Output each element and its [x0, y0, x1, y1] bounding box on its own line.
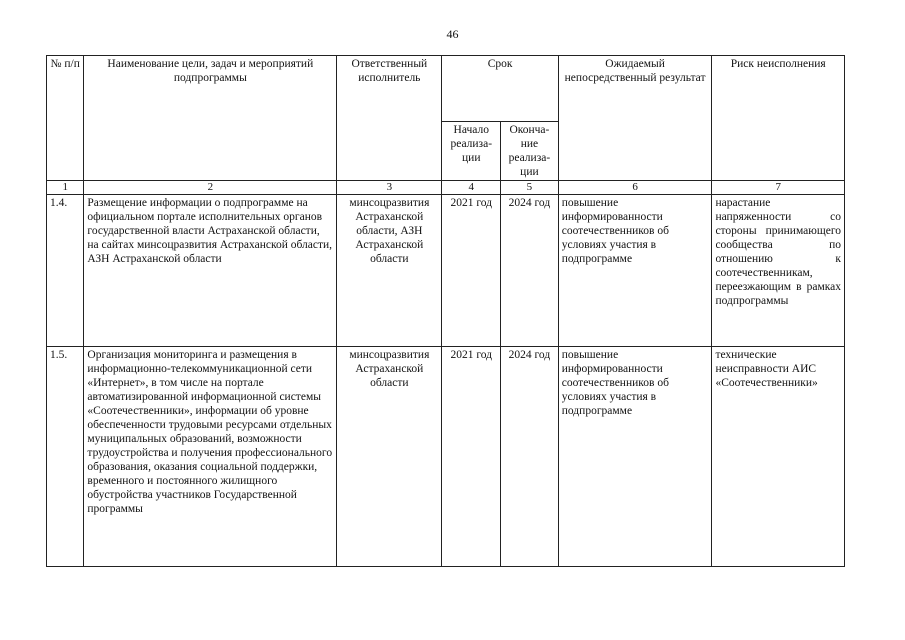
row-name: Размещение информации о подпрограмме на официальном портале исполнительных органов государственной власти Астраханской области, на сайтах минсоцразвития Астраханской области, АЗН Астраханской области [84, 195, 337, 347]
column-number: 4 [442, 181, 501, 195]
page-number: 46 [446, 27, 459, 41]
header-term: Срок [442, 56, 558, 122]
row-start: 2021 год [442, 347, 501, 567]
row-result: повышение информированности соотечественников об условиях участия в подпрограмме [558, 347, 712, 567]
row-end: 2024 год [501, 347, 559, 567]
header-start: Начало реализа-ции [442, 122, 501, 181]
header-no: № п/п [47, 56, 84, 181]
column-number-row [47, 181, 845, 195]
header-end: Оконча-ние реализа-ции [501, 122, 559, 181]
header-executor: Ответственный исполнитель [337, 56, 442, 181]
column-number: 6 [558, 181, 712, 195]
row-no: 1.4. [47, 195, 84, 347]
column-number: 5 [501, 181, 559, 195]
row-end: 2024 год [501, 195, 559, 347]
row-executor: минсоцразвития Астраханской области, АЗН Астраханской области [337, 195, 442, 347]
header-result: Ожидаемый непосредственный результат [558, 56, 712, 181]
table-row [47, 195, 845, 347]
row-name: Организация мониторинга и размещения в информационно-телекоммуникационной сети «Интернет», в том числе на портале автоматизированной информационной системы «Соотечественники», информации об уровне обеспеченности трудовыми ресурсами отдельных муниципальных образований, возможности трудоустройства и получения профессионального образования, оказания социальной поддержки, временного и постоянного жилищного обустройства участников Государственной программы [84, 347, 337, 567]
header-name: Наименование цели, задач и мероприятий подпрограммы [84, 56, 337, 181]
column-number: 7 [712, 181, 845, 195]
row-result: повышение информированности соотечественников об условиях участия в подпрограмме [558, 195, 712, 347]
header-risk: Риск неисполнения [712, 56, 845, 181]
table-row [47, 347, 845, 567]
subprogram-activities-table [46, 55, 845, 567]
column-number: 2 [84, 181, 337, 195]
column-number: 1 [47, 181, 84, 195]
row-executor: минсоцразвития Астраханской области [337, 347, 442, 567]
row-risk: технические неисправности АИС «Соотечественники» [712, 347, 845, 567]
row-start: 2021 год [442, 195, 501, 347]
row-risk: нарастание напряженности со стороны принимающего сообщества по отношению к соотечественникам, переезжающим в рамках подпрограммы [712, 195, 845, 347]
column-number: 3 [337, 181, 442, 195]
row-no: 1.5. [47, 347, 84, 567]
